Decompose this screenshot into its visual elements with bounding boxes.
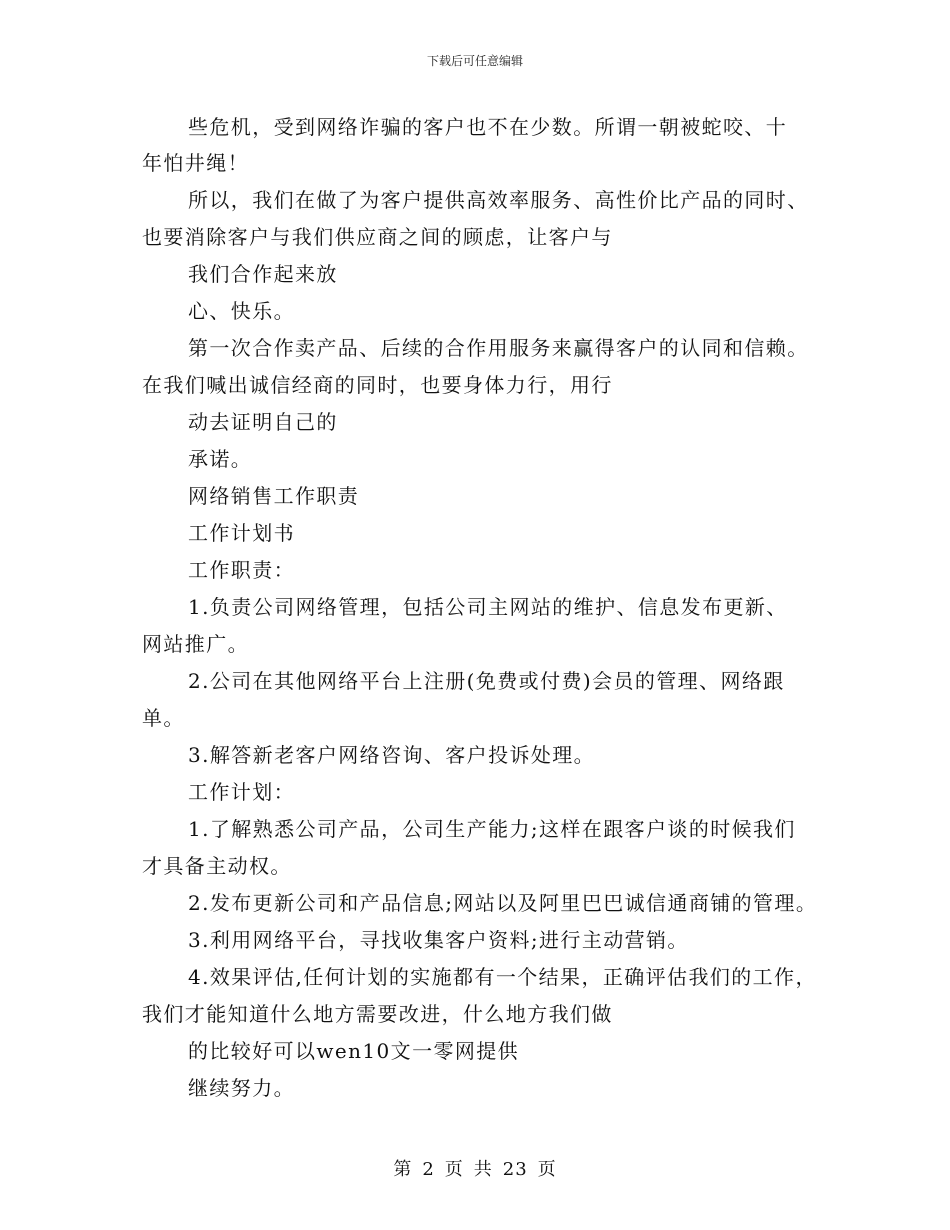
list-item: 我们才能知道什么地方需要改进，什么地方我们做: [142, 1002, 613, 1026]
text-line: 承诺。: [188, 447, 253, 471]
text-line: 的比较好可以wen10文一零网提供: [188, 1039, 520, 1063]
list-item: 才具备主动权。: [142, 854, 292, 878]
page-number: 2: [422, 1159, 435, 1180]
text-line: 心、快乐。: [188, 299, 295, 323]
page-word: 第: [393, 1159, 413, 1180]
text-line: 继续努力。: [188, 1076, 295, 1100]
list-item: 1.了解熟悉公司产品，公司生产能力;这样在跟客户谈的时候我们: [188, 817, 796, 841]
text-line: 所以，我们在做了为客户提供高效率服务、高性价比产品的同时、: [188, 188, 809, 212]
section-heading: 工作计划：: [188, 780, 295, 804]
text-line: 些危机，受到网络诈骗的客户也不在少数。所谓一朝被蛇咬、十: [188, 115, 788, 139]
total-unit: 页: [537, 1159, 557, 1180]
section-heading: 工作计划书: [188, 521, 295, 545]
page-unit: 页: [444, 1159, 464, 1180]
list-item: 网站推广。: [142, 632, 249, 656]
text-line: 在我们喊出诚信经商的同时，也要身体力行，用行: [142, 373, 613, 397]
text-line: 动去证明自己的: [188, 410, 338, 434]
section-heading: 工作职责：: [188, 558, 295, 582]
page-header: 下载后可任意编辑: [426, 54, 523, 68]
list-item: 1.负责公司网络管理，包括公司主网站的维护、信息发布更新、: [188, 595, 788, 619]
list-item: 4.效果评估,任何计划的实施都有一个结果，正确评估我们的工作，: [188, 965, 817, 989]
page-footer: [0, 1155, 950, 1181]
section-heading: 网络销售工作职责: [188, 484, 360, 508]
list-item: 2.发布更新公司和产品信息;网站以及阿里巴巴诚信通商铺的管理。: [188, 891, 818, 915]
text-line: 年怕井绳！: [142, 151, 249, 175]
list-item: 3.解答新老客户网络咨询、客户投诉处理。: [188, 743, 596, 767]
list-item: 2.公司在其他网络平台上注册(免费或付费)会员的管理、网络跟: [188, 669, 785, 693]
total-word: 共: [473, 1159, 493, 1180]
list-item: 单。: [142, 706, 185, 730]
text-line: 第一次合作卖产品、后续的合作用服务来赢得客户的认同和信赖。: [188, 336, 809, 360]
total-pages: 23: [502, 1159, 528, 1180]
list-item: 3.利用网络平台，寻找收集客户资料;进行主动营销。: [188, 928, 689, 952]
text-line: 也要消除客户与我们供应商之间的顾虑，让客户与: [142, 225, 613, 249]
text-line: 我们合作起来放: [188, 262, 338, 286]
